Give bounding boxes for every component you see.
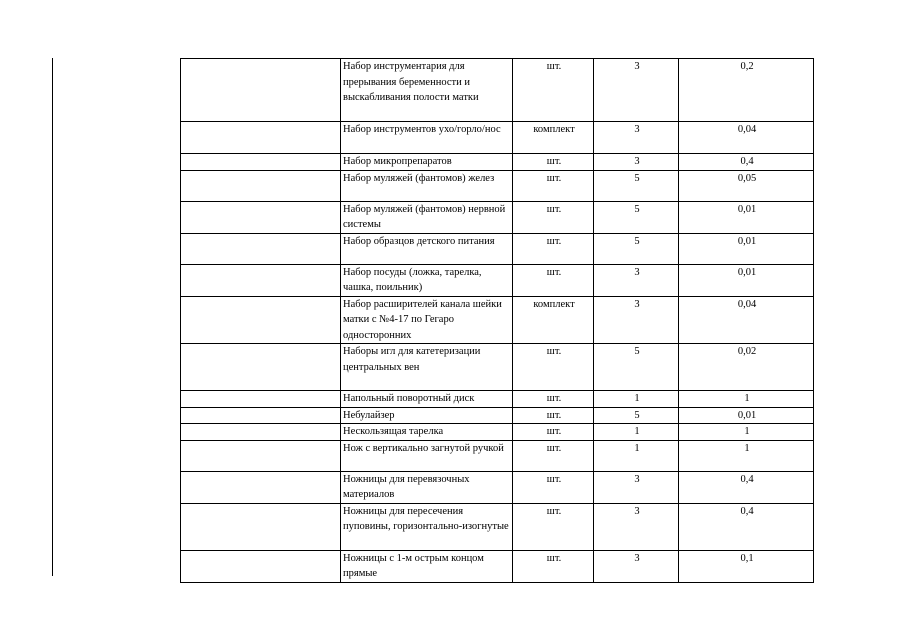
- unit-cell: шт.: [513, 471, 594, 503]
- rate-cell: 0,04: [679, 296, 814, 344]
- quantity-cell: 3: [594, 264, 679, 296]
- rate-cell: 0,4: [679, 503, 814, 550]
- empty-cell: [181, 170, 341, 201]
- quantity-cell: 3: [594, 122, 679, 154]
- empty-cell: [181, 122, 341, 154]
- unit-cell: шт.: [513, 407, 594, 424]
- item-name-cell: Набор инструментария для прерывания беременности и выскабливания полости матки: [341, 59, 513, 122]
- table-row: [181, 440, 814, 471]
- quantity-cell: 3: [594, 154, 679, 171]
- rate-cell: 0,05: [679, 170, 814, 201]
- table-row: [181, 550, 814, 582]
- quantity-cell: 5: [594, 407, 679, 424]
- empty-cell: [181, 550, 341, 582]
- rate-cell: 0,2: [679, 59, 814, 122]
- rate-cell: 1: [679, 440, 814, 471]
- item-name-cell: Небулайзер: [341, 407, 513, 424]
- rate-cell: 0,1: [679, 550, 814, 582]
- quantity-cell: 5: [594, 233, 679, 264]
- unit-cell: шт.: [513, 440, 594, 471]
- rate-cell: 0,01: [679, 264, 814, 296]
- rate-cell: 0,01: [679, 201, 814, 233]
- unit-cell: шт.: [513, 154, 594, 171]
- table-row: [181, 503, 814, 550]
- rate-cell: 0,4: [679, 471, 814, 503]
- quantity-cell: 1: [594, 424, 679, 441]
- item-name-cell: Набор инструментов ухо/горло/нос: [341, 122, 513, 154]
- unit-cell: шт.: [513, 201, 594, 233]
- empty-cell: [181, 344, 341, 391]
- quantity-cell: 1: [594, 440, 679, 471]
- equipment-table-body: [181, 59, 814, 583]
- unit-cell: шт.: [513, 264, 594, 296]
- empty-cell: [181, 440, 341, 471]
- empty-cell: [181, 201, 341, 233]
- unit-cell: шт.: [513, 391, 594, 408]
- item-name-cell: Набор посуды (ложка, тарелка, чашка, поильник): [341, 264, 513, 296]
- unit-cell: шт.: [513, 503, 594, 550]
- rate-cell: 0,01: [679, 407, 814, 424]
- empty-cell: [181, 296, 341, 344]
- table-row: [181, 296, 814, 344]
- rate-cell: 1: [679, 391, 814, 408]
- quantity-cell: 3: [594, 296, 679, 344]
- unit-cell: комплект: [513, 122, 594, 154]
- quantity-cell: 1: [594, 391, 679, 408]
- item-name-cell: Набор микропрепаратов: [341, 154, 513, 171]
- item-name-cell: Напольный поворотный диск: [341, 391, 513, 408]
- equipment-table: [180, 58, 814, 583]
- table-row: [181, 201, 814, 233]
- table-row: [181, 154, 814, 171]
- page-margin-rule: [52, 58, 53, 576]
- empty-cell: [181, 391, 341, 408]
- item-name-cell: Ножницы для перевязочных материалов: [341, 471, 513, 503]
- rate-cell: 0,02: [679, 344, 814, 391]
- item-name-cell: Набор муляжей (фантомов) желез: [341, 170, 513, 201]
- table-row: [181, 407, 814, 424]
- empty-cell: [181, 503, 341, 550]
- empty-cell: [181, 407, 341, 424]
- unit-cell: шт.: [513, 59, 594, 122]
- table-row: [181, 344, 814, 391]
- quantity-cell: 3: [594, 471, 679, 503]
- item-name-cell: Нескользящая тарелка: [341, 424, 513, 441]
- unit-cell: шт.: [513, 550, 594, 582]
- item-name-cell: Набор муляжей (фантомов) нервной системы: [341, 201, 513, 233]
- table-row: [181, 424, 814, 441]
- empty-cell: [181, 471, 341, 503]
- rate-cell: 0,01: [679, 233, 814, 264]
- empty-cell: [181, 424, 341, 441]
- unit-cell: шт.: [513, 424, 594, 441]
- quantity-cell: 3: [594, 503, 679, 550]
- table-row: [181, 59, 814, 122]
- rate-cell: 0,04: [679, 122, 814, 154]
- item-name-cell: Набор расширителей канала шейки матки с №4-17 по Гегаро односторонних: [341, 296, 513, 344]
- rate-cell: 1: [679, 424, 814, 441]
- item-name-cell: Ножницы для пересечения пуповины, горизонтально-изогнутые: [341, 503, 513, 550]
- quantity-cell: 5: [594, 170, 679, 201]
- unit-cell: шт.: [513, 233, 594, 264]
- item-name-cell: Наборы игл для катетеризации центральных вен: [341, 344, 513, 391]
- empty-cell: [181, 233, 341, 264]
- unit-cell: комплект: [513, 296, 594, 344]
- item-name-cell: Набор образцов детского питания: [341, 233, 513, 264]
- item-name-cell: Ножницы с 1-м острым концом прямые: [341, 550, 513, 582]
- table-row: [181, 471, 814, 503]
- rate-cell: 0,4: [679, 154, 814, 171]
- empty-cell: [181, 59, 341, 122]
- empty-cell: [181, 264, 341, 296]
- quantity-cell: 3: [594, 550, 679, 582]
- unit-cell: шт.: [513, 344, 594, 391]
- table-row: [181, 391, 814, 408]
- quantity-cell: 5: [594, 344, 679, 391]
- table-row: [181, 233, 814, 264]
- item-name-cell: Нож с вертикально загнутой ручкой: [341, 440, 513, 471]
- table-row: [181, 122, 814, 154]
- empty-cell: [181, 154, 341, 171]
- table-row: [181, 170, 814, 201]
- unit-cell: шт.: [513, 170, 594, 201]
- table-row: [181, 264, 814, 296]
- quantity-cell: 5: [594, 201, 679, 233]
- quantity-cell: 3: [594, 59, 679, 122]
